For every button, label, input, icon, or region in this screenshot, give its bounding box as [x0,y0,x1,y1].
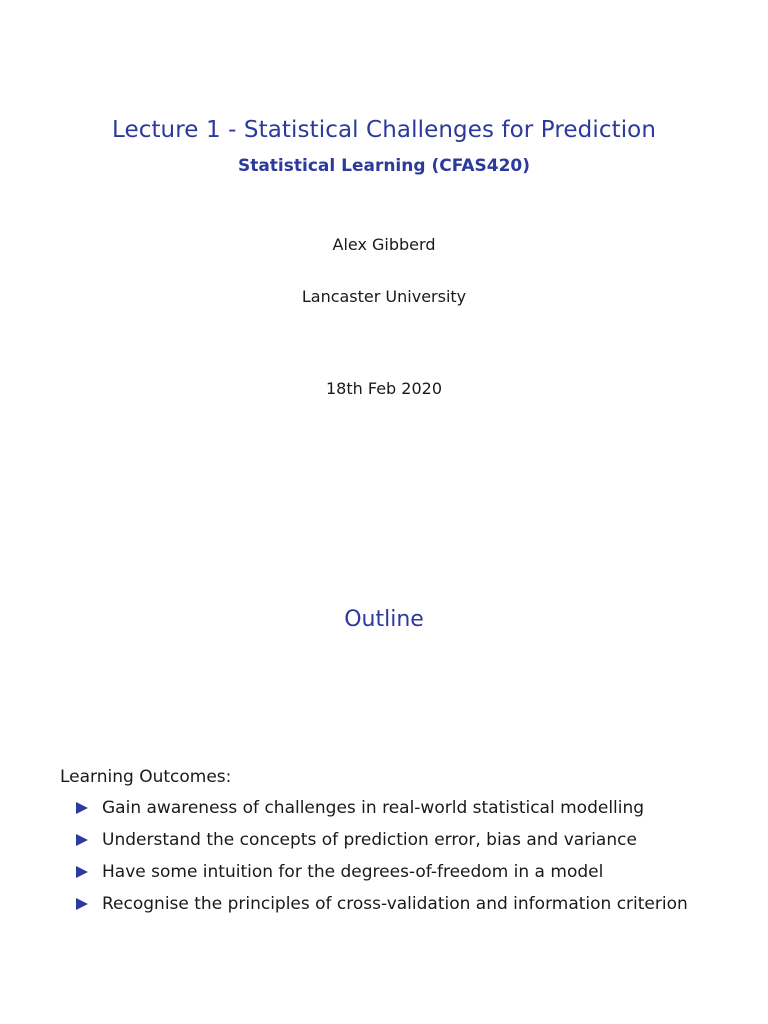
outcomes-heading: Learning Outcomes: [60,767,232,787]
list-item [76,888,750,920]
outline-slide [0,512,768,1024]
outcome-list [60,792,750,920]
outcome-text: Understand the concepts of prediction error, bias and variance [102,830,637,850]
lecture-date: 18th Feb 2020 [326,379,442,398]
outcome-text: Gain awareness of challenges in real-world statistical modelling [102,798,645,818]
list-item [76,824,750,856]
author-name: Alex Gibberd [332,235,436,254]
course-subtitle: Statistical Learning (CFAS420) [237,156,531,176]
outcome-text: Have some intuition for the degrees-of-freedom in a model [102,862,604,882]
triangle-right-icon [76,866,88,878]
triangle-right-icon [76,898,88,910]
outcome-text: Recognise the principles of cross-validation and information criterion [102,894,688,914]
triangle-right-icon [76,802,88,814]
outline-title: Outline [344,607,424,632]
list-item [76,856,750,888]
list-item [76,792,750,824]
lecture-title: Lecture 1 - Statistical Challenges for Prediction [111,117,657,143]
triangle-right-icon [76,834,88,846]
learning-outcomes [60,767,750,920]
institution-name: Lancaster University [301,287,467,306]
